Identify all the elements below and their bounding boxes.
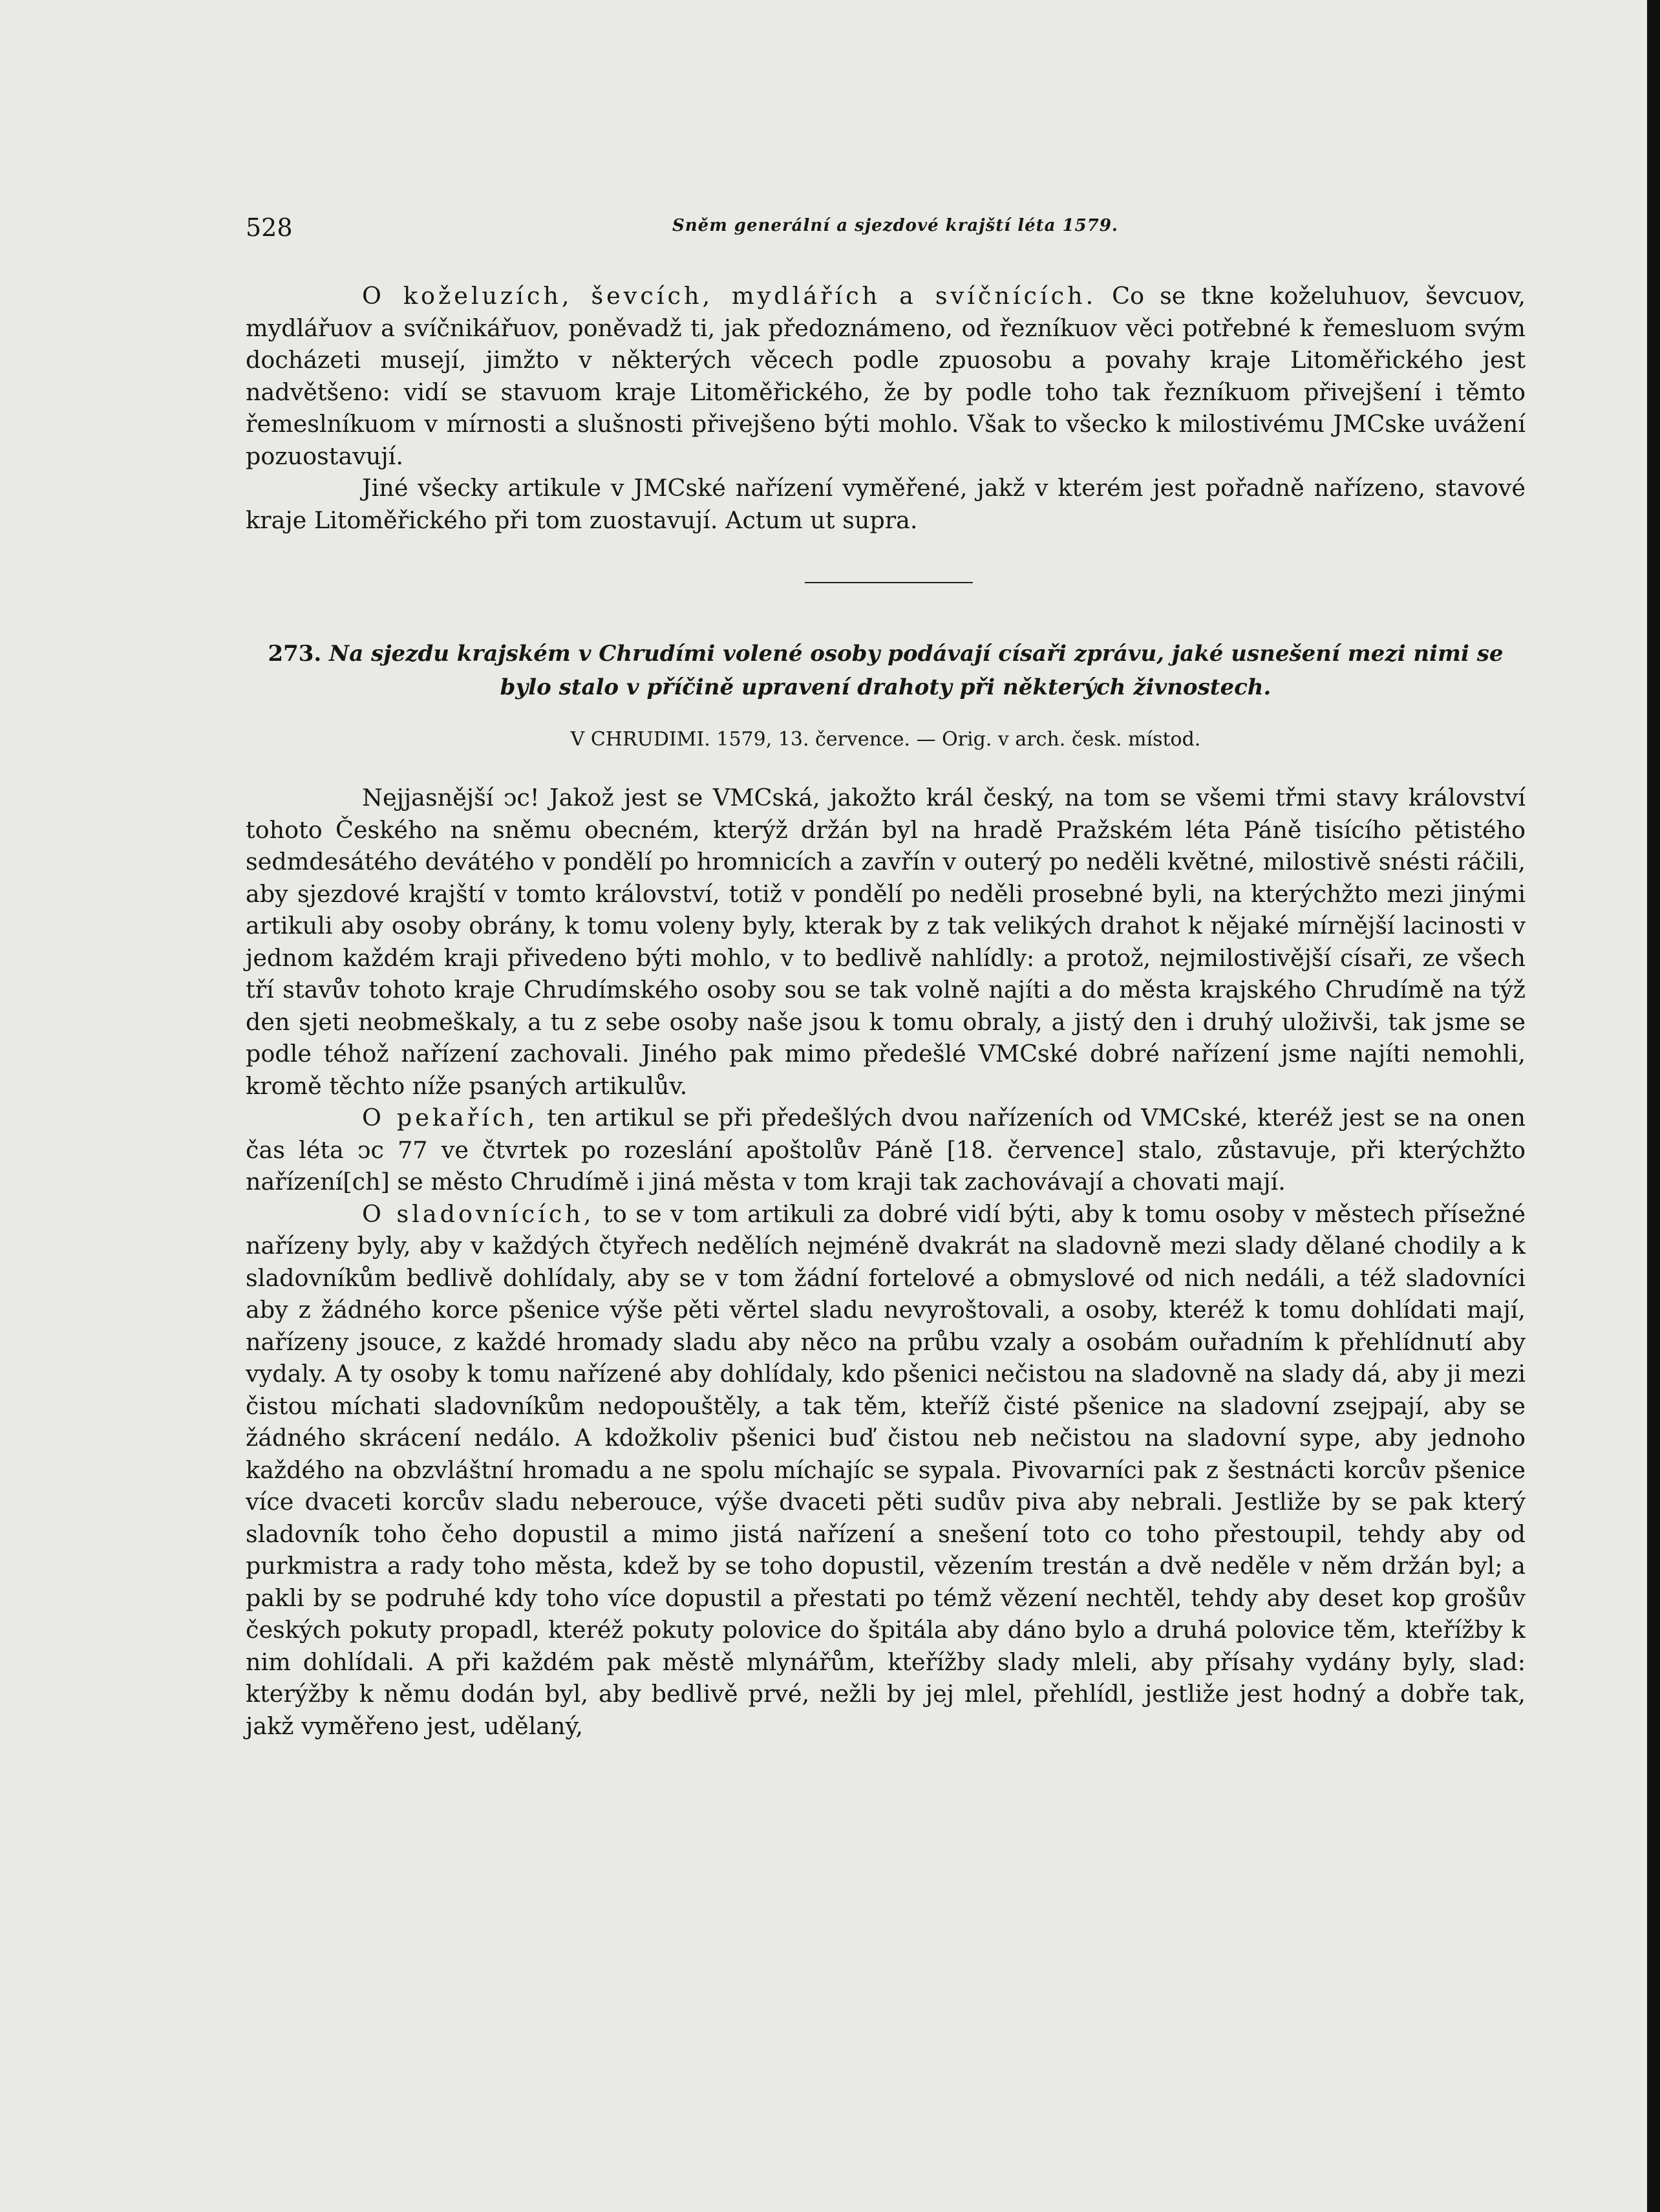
paragraph-heading: O pekařích, (362, 1104, 538, 1132)
paragraph-heading: O sladovnících, (362, 1199, 595, 1228)
running-title: Sněm generální a sjezdové krajští léta 1579. (672, 216, 1118, 235)
paragraph-other-articles: Jiné všecky artikule v JMCské nařízení vyměřené, jakž v kterém jest pořadně nařízeno, stavové kraje Litoměřického při tom zuostavují. Actum ut supra. (246, 474, 1526, 534)
paragraph-text: to se v tom artikuli za dobré vidí býti, aby k tomu osoby v městech přísežné nařízeny byly, aby v každých čtyřech nedělích nejméně dvakrát na sladovně mezi slady dělané chodily a k sladovníkům bedlivě dohlídaly, aby se v tom žádní fortelové a obmyslové od nich nedáli, a též sladovníci aby z žádného korce pšenice výše pěti věrtel sladu nevyroštovali, a osoby, kteréž k tomu dohlídati mají, nařízeny jsouce, z každé hromady sladu aby něco na průbu vzaly a osobám ouřadním k přehlídnutí aby vydaly. A ty osoby k tomu nařízené aby dohlídaly, kdo pšenici nečistou na sladovně na slady dá, aby ji mezi čistou míchati sladovníkům nedopouštěly, a tak těm, kteříž čisté pšenice na sladovní zsejpají, aby se žádného skrácení nedálo. A kdožkoliv pšenici buď čistou neb nečistou na sladovní sype, aby jednoho každého na obzvláštní hromadu a ne spolu míchajíc se sypala. Pivovarníci pak z šestnácti korcův pšenice více dvaceti korcův sladu neberouce, výše dvaceti pěti sudův piva aby nebrali. Jestliže by se pak který sladovník toho čeho dopustil a mimo jistá nařízení a snešení toto co toho přestoupil, tehdy aby od purkmistra a rady toho města, kdež by se toho dopustil, vězením trestán a dvě neděle v něm držán byl; a pakli by se podruhé kdy toho více dopustil a přestati po témž vězení nechtěl, tehdy aby deset kop grošův českých pokuty propadl, kteréž pokuty polovice do špitála aby dáno bylo a druhá polovice těm, kteřížby k nim dohlídali. A při každém pak městě mlynářům, kteřížby slady mleli, aby přísahy vydány byly, slad: kterýžby k němu dodán byl, aby bedlivě prvé, nežli by jej mlel, přehlídl, jestliže jest hodný a dobře tak, jakž vyměřeno jest, udělaný, (246, 1199, 1526, 1740)
document-body (246, 782, 1526, 1742)
section-leather-trades (246, 280, 1526, 536)
document-title: Na sjezdu krajském v Chrudími volené osoby podávají císaři zprávu, jaké usnešení mezi nimi se bylo stalo v příčině upravení drahoty při některých živnostech. (329, 641, 1504, 700)
paragraph-heading: O koželuzích, ševcích, mydlářích a svíčnících. (362, 282, 1097, 310)
running-head (246, 213, 1526, 246)
page-number: 528 (246, 213, 293, 242)
paragraph-text: Co se tkne koželuhuov, ševcuov, mydlářuov a svíčnikářuov, poněvadž ti, jak předoznámeno, od řezníkuov věci potřebné k řemesluom svým docházeti musejí, jimžto v některých věcech podle zpuosobu a povahy kraje Litoměřického jest nadvětšeno: vidí se stavuom kraje Litoměřického, že by podle toho tak řezníkuom přivejšení i těmto řemeslníkuom v mírnosti a slušnosti přivejšeno býti mohlo. Však to všecko k milostivému JMCske uvážení pozuostavují. (246, 282, 1526, 470)
paragraph-address: Nejjasnější ↄc! Jakož jest se VMCská, jakožto král český, na tom se všemi třmi stavy království tohoto Českého na sněmu obecném, kterýž držán byl na hradě Pražském léta Páně tisícího pětistého sedmdesátého devátého v pondělí po hromnicích a zavřín v outerý po neděli květné, milostivě snésti ráčili, aby sjezdové krajští v tomto království, totiž v pondělí po neděli prosebné byli, na kterýchžto mezi jinými artikuli aby osoby obrány, k tomu voleny byly, kterak by z tak velikých drahot k nějaké mírnější lacinosti v jednom každém kraji přivedeno býti mohlo, v to bedlivě nahlídly: a protož, nejmilostivější císaři, ze všech tří stavův tohoto kraje Chrudímského osoby sou se tak volně najíti a do města krajského Chrudímě na týž den sjeti neobmeškaly, a tu z sebe osoby naše jsou k tomu obraly, a jistý den i druhý uloživši, tak jsme se podle téhož nařízení zachovali. Jiného pak mimo předešlé VMCské dobré nařízení jsme najíti nemohli, kromě těchto níže psaných artikulův. (246, 784, 1526, 1100)
paragraph-leather-trades (246, 280, 1526, 472)
document-heading (246, 637, 1526, 704)
source-line: V CHRUDIMI. 1579, 13. července. — Orig. v arch. česk. místod. (570, 728, 1201, 751)
document-number: 273. (268, 641, 322, 667)
paragraph-bakers (246, 1102, 1526, 1198)
paragraph-maltsters (246, 1198, 1526, 1743)
section-divider (805, 582, 973, 583)
paragraph-text: ten artikul se při předešlých dvou nařízeních od VMCské, kteréž jest se na onen čas léta ↄc 77 ve čtvrtek po rozeslání apoštolův Páně [18. července] stalo, zůstavuje, při kterýchžto nařízení[ch] se město Chrudímě i jiná města v tom kraji tak zachovávají a chovati mají. (246, 1104, 1526, 1196)
